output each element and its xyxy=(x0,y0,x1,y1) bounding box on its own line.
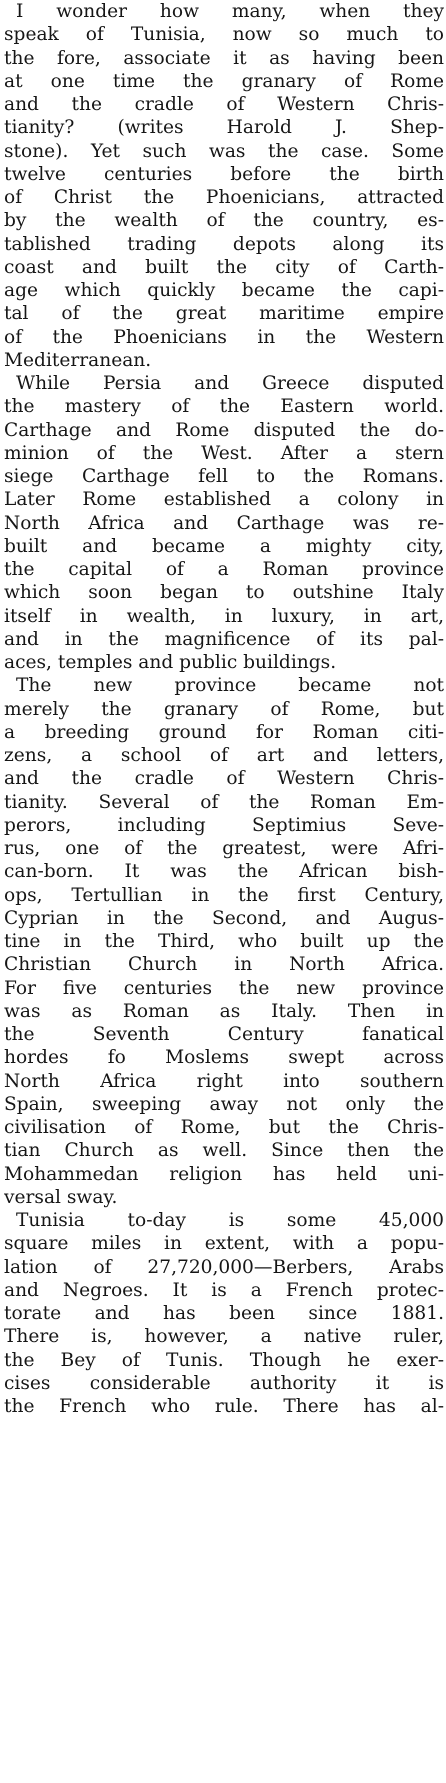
text-line: the capital of a Roman province xyxy=(4,559,444,580)
text-line: There is, however, a native ruler, xyxy=(4,1326,444,1348)
text-line: North Africa right into southern xyxy=(4,1070,444,1092)
text-line: While Persia and Greece disputed xyxy=(16,373,444,394)
text-line: Spain, sweeping away not only the xyxy=(4,1093,444,1115)
text-line: cises considerable authority it is xyxy=(4,1372,444,1394)
text-line: rus, one of the greatest, were Afri- xyxy=(4,838,444,859)
text-line: the Bey of Tunis. Though he exer- xyxy=(4,1349,444,1371)
text-line: and the cradle of Western Chris- xyxy=(4,768,444,790)
text-line: versal sway. xyxy=(4,1186,118,1208)
text-line: speak of Tunisia, now so much to xyxy=(4,24,444,46)
text-line: aces, temples and public buildings. xyxy=(4,652,337,673)
text-line: Mohammedan religion has held uni- xyxy=(4,1163,444,1185)
text-line: at one time the granary of Rome xyxy=(4,70,444,92)
text-line: was as Roman as Italy. Then in xyxy=(4,1000,444,1022)
text-line: itself in wealth, in luxury, in art, xyxy=(4,605,444,627)
text-line: the mastery of the Eastern world. xyxy=(4,396,444,418)
text-line: ops, Tertullian in the first Century, xyxy=(4,884,444,906)
text-line: age which quickly became the capi- xyxy=(4,280,444,301)
text-line: Carthage and Rome disputed the do- xyxy=(4,419,444,441)
text-line: by the wealth of the country, es- xyxy=(4,210,444,232)
text-line: of Christ the Phoenicians, attracted xyxy=(4,187,444,208)
text-line: tine in the Third, who built up the xyxy=(4,931,444,952)
article-paragraph xyxy=(4,372,444,674)
text-line: siege Carthage fell to the Romans. xyxy=(4,466,444,487)
text-line: and in the magnificence of its pal- xyxy=(4,628,444,650)
text-line: lation of 27,720,000—Berbers, Arabs xyxy=(4,1256,444,1278)
text-line: the French who rule. There has al- xyxy=(4,1396,444,1417)
text-line: coast and built the city of Carth- xyxy=(4,256,444,278)
text-line: The new province became not xyxy=(16,675,444,697)
text-line: merely the granary of Rome, but xyxy=(4,698,444,720)
text-line: tal of the great maritime empire xyxy=(4,303,444,325)
text-line: the fore, associate it as having been xyxy=(4,47,444,69)
text-line: hordes fo Moslems swept across xyxy=(4,1047,444,1069)
text-line: zens, a school of art and letters, xyxy=(4,745,444,766)
text-line: tianity. Several of the Roman Em- xyxy=(4,791,444,813)
text-line: Cyprian in the Second, and Augus- xyxy=(4,907,444,929)
text-line: Tunisia to-day is some 45,000 xyxy=(16,1210,444,1231)
text-line: minion of the West. After a stern xyxy=(4,442,444,464)
text-line: Later Rome established a colony in xyxy=(4,489,444,511)
text-line: built and became a mighty city, xyxy=(4,535,444,557)
text-line: a breeding ground for Roman citi- xyxy=(4,721,444,743)
text-line: the Seventh Century fanatical xyxy=(4,1024,444,1045)
text-line: North Africa and Carthage was re- xyxy=(4,512,444,534)
article-column xyxy=(4,0,444,1418)
text-line: stone). Yet such was the case. Some xyxy=(4,140,444,162)
text-line: twelve centuries before the birth xyxy=(4,163,444,185)
text-line: of the Phoenicians in the Western xyxy=(4,326,444,348)
article-paragraph xyxy=(4,674,444,1209)
text-line: Christian Church in North Africa. xyxy=(4,954,444,976)
text-line: perors, including Septimius Seve- xyxy=(4,814,444,836)
text-line: civilisation of Rome, but the Chris- xyxy=(4,1117,444,1138)
text-line: tian Church as well. Since then the xyxy=(4,1140,444,1162)
text-line: tianity? (writes Harold J. Shep- xyxy=(4,117,444,139)
article-paragraph xyxy=(4,0,444,372)
article-paragraph xyxy=(4,1209,444,1418)
text-line: I wonder how many, when they xyxy=(16,1,444,22)
text-line: tablished trading depots along its xyxy=(4,233,444,255)
text-line: For five centuries the new province xyxy=(4,977,444,999)
text-line: Mediterranean. xyxy=(4,349,152,371)
text-line: square miles in extent, with a popu- xyxy=(4,1233,444,1255)
text-line: which soon began to outshine Italy xyxy=(4,582,444,604)
text-line: and Negroes. It is a French protec- xyxy=(4,1279,444,1301)
text-line: can-born. It was the African bish- xyxy=(4,861,444,883)
text-line: and the cradle of Western Chris- xyxy=(4,94,444,115)
text-line: torate and has been since 1881. xyxy=(4,1303,444,1324)
